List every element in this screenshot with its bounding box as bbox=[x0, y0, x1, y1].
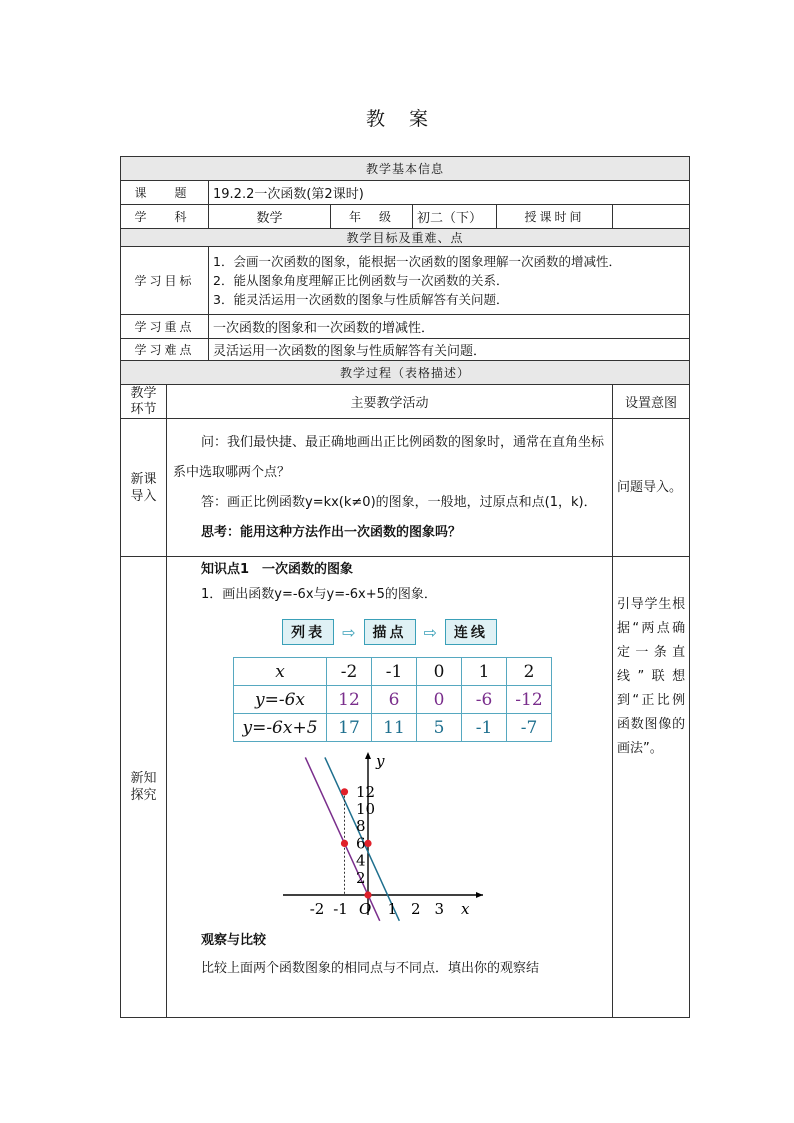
goals-label: 学习目标 bbox=[121, 247, 209, 315]
key-point-value: 一次函数的图象和一次函数的增减性． bbox=[209, 315, 690, 339]
x-axis-label: x bbox=[461, 900, 470, 918]
value-cell: 0 bbox=[417, 686, 462, 714]
class-time-value bbox=[613, 205, 690, 229]
x-tick-label: 1 bbox=[387, 900, 398, 918]
grade-value: 初二（下） bbox=[413, 205, 497, 229]
value-table-header: 2 bbox=[507, 658, 552, 686]
x-tick-label: 3 bbox=[434, 900, 445, 918]
objectives-header: 教学目标及重难、点 bbox=[121, 229, 690, 247]
intro-question: 问：我们最快捷、最正确地画出正比例函数的图象时，通常在直角坐标系中选取哪两个点？ bbox=[173, 434, 605, 480]
goal-item: 1．会画一次函数的图象，能根据一次函数的图象理解一次函数的增减性． bbox=[213, 254, 621, 269]
row-label-y-neg6x: y=-6x bbox=[234, 686, 327, 714]
steps-flow bbox=[173, 619, 606, 645]
subject-value: 数学 bbox=[209, 205, 331, 229]
step-plot-points: 描点 bbox=[364, 619, 416, 645]
stage-column-header: 教学环节 bbox=[121, 385, 167, 419]
marked-point bbox=[341, 788, 348, 795]
activity-column-header: 主要教学活动 bbox=[167, 385, 613, 419]
observe-title: 观察与比较 bbox=[201, 933, 267, 948]
value-table-header: -2 bbox=[327, 658, 372, 686]
value-cell: -6 bbox=[462, 686, 507, 714]
x-tick-label: -2 bbox=[309, 900, 325, 918]
y-tick-label: 10 bbox=[356, 800, 376, 818]
marked-point bbox=[341, 840, 348, 847]
y-axis-arrow-icon bbox=[365, 752, 371, 759]
value-table-header: -1 bbox=[372, 658, 417, 686]
difficulty-value: 灵活运用一次函数的图象与性质解答有关问题． bbox=[209, 339, 690, 361]
goal-item: 2．能从图象角度理解正比例函数与一次函数的关系． bbox=[213, 273, 509, 288]
x-tick-label: -1 bbox=[333, 900, 348, 918]
difficulty-label: 学习难点 bbox=[121, 339, 209, 361]
value-cell: -1 bbox=[462, 714, 507, 742]
value-cell: 6 bbox=[372, 686, 417, 714]
arrow-right-icon: ⇨ bbox=[423, 622, 437, 642]
intro-activity bbox=[167, 419, 613, 557]
value-cell: -7 bbox=[507, 714, 552, 742]
value-cell: 12 bbox=[327, 686, 372, 714]
explore-purpose: 引导学生根据“两点确定一条直线”联想到“正比例函数图像的画法”。 bbox=[613, 557, 690, 1018]
class-time-label: 授课时间 bbox=[497, 205, 613, 229]
observe-text: 比较上面两个函数图象的相同点与不同点．填出你的观察结 bbox=[201, 961, 540, 976]
x-tick-label: 2 bbox=[411, 900, 421, 918]
y-tick-label: 12 bbox=[356, 782, 376, 801]
purpose-column-header: 设置意图 bbox=[613, 385, 690, 419]
knowledge-point-title: 知识点1 一次函数的图象 bbox=[201, 562, 354, 577]
y-axis-label: y bbox=[376, 752, 385, 770]
intro-purpose: 问题导入。 bbox=[613, 419, 690, 557]
value-table-header: 0 bbox=[417, 658, 462, 686]
marked-point bbox=[364, 891, 371, 898]
drawing-task: 1．画出函数y=-6x与y=-6x+5的图象． bbox=[201, 587, 437, 602]
step-connect-line: 连线 bbox=[445, 619, 497, 645]
y-tick-label: 6 bbox=[356, 834, 366, 853]
subject-label: 学 科 bbox=[121, 205, 209, 229]
intro-answer: 答：画正比例函数y=kx(k≠0)的图象，一般地，过原点和点(1，k)． bbox=[201, 494, 597, 510]
process-header: 教学过程（表格描述） bbox=[121, 361, 690, 385]
goal-item: 3．能灵活运用一次函数的图象与性质解答有关问题． bbox=[213, 292, 509, 307]
y-tick-label: 2 bbox=[356, 868, 366, 887]
goals-list bbox=[209, 247, 690, 315]
intro-stage: 新课导入 bbox=[121, 419, 167, 557]
page-title: 教案 bbox=[365, 108, 452, 130]
row-label-y-neg6x-plus5: y=-6x+5 bbox=[234, 714, 327, 742]
value-table-header: x bbox=[234, 658, 327, 686]
grade-label: 年 级 bbox=[331, 205, 413, 229]
value-cell: 17 bbox=[327, 714, 372, 742]
y-tick-label: 4 bbox=[356, 851, 366, 870]
y-tick-label: 8 bbox=[356, 817, 366, 836]
x-axis-arrow-icon bbox=[476, 892, 483, 898]
arrow-right-icon: ⇨ bbox=[342, 622, 356, 642]
value-cell: -12 bbox=[507, 686, 552, 714]
lesson-plan-table bbox=[120, 156, 690, 1018]
topic-value: 19.2.2一次函数(第2课时) bbox=[209, 181, 690, 205]
basic-info-header: 教学基本信息 bbox=[121, 157, 690, 181]
value-table bbox=[233, 657, 552, 742]
topic-label: 课 题 bbox=[121, 181, 209, 205]
step-list-table: 列表 bbox=[282, 619, 334, 645]
explore-stage: 新知探究 bbox=[121, 557, 167, 1018]
key-point-label: 学习重点 bbox=[121, 315, 209, 339]
value-cell: 11 bbox=[372, 714, 417, 742]
value-cell: 5 bbox=[417, 714, 462, 742]
x-tick-label: O bbox=[359, 900, 372, 918]
intro-think: 思考：能用这种方法作出一次函数的图象吗？ bbox=[201, 524, 462, 540]
function-graph bbox=[283, 750, 493, 922]
value-table-header: 1 bbox=[462, 658, 507, 686]
explore-activity bbox=[167, 557, 613, 1018]
